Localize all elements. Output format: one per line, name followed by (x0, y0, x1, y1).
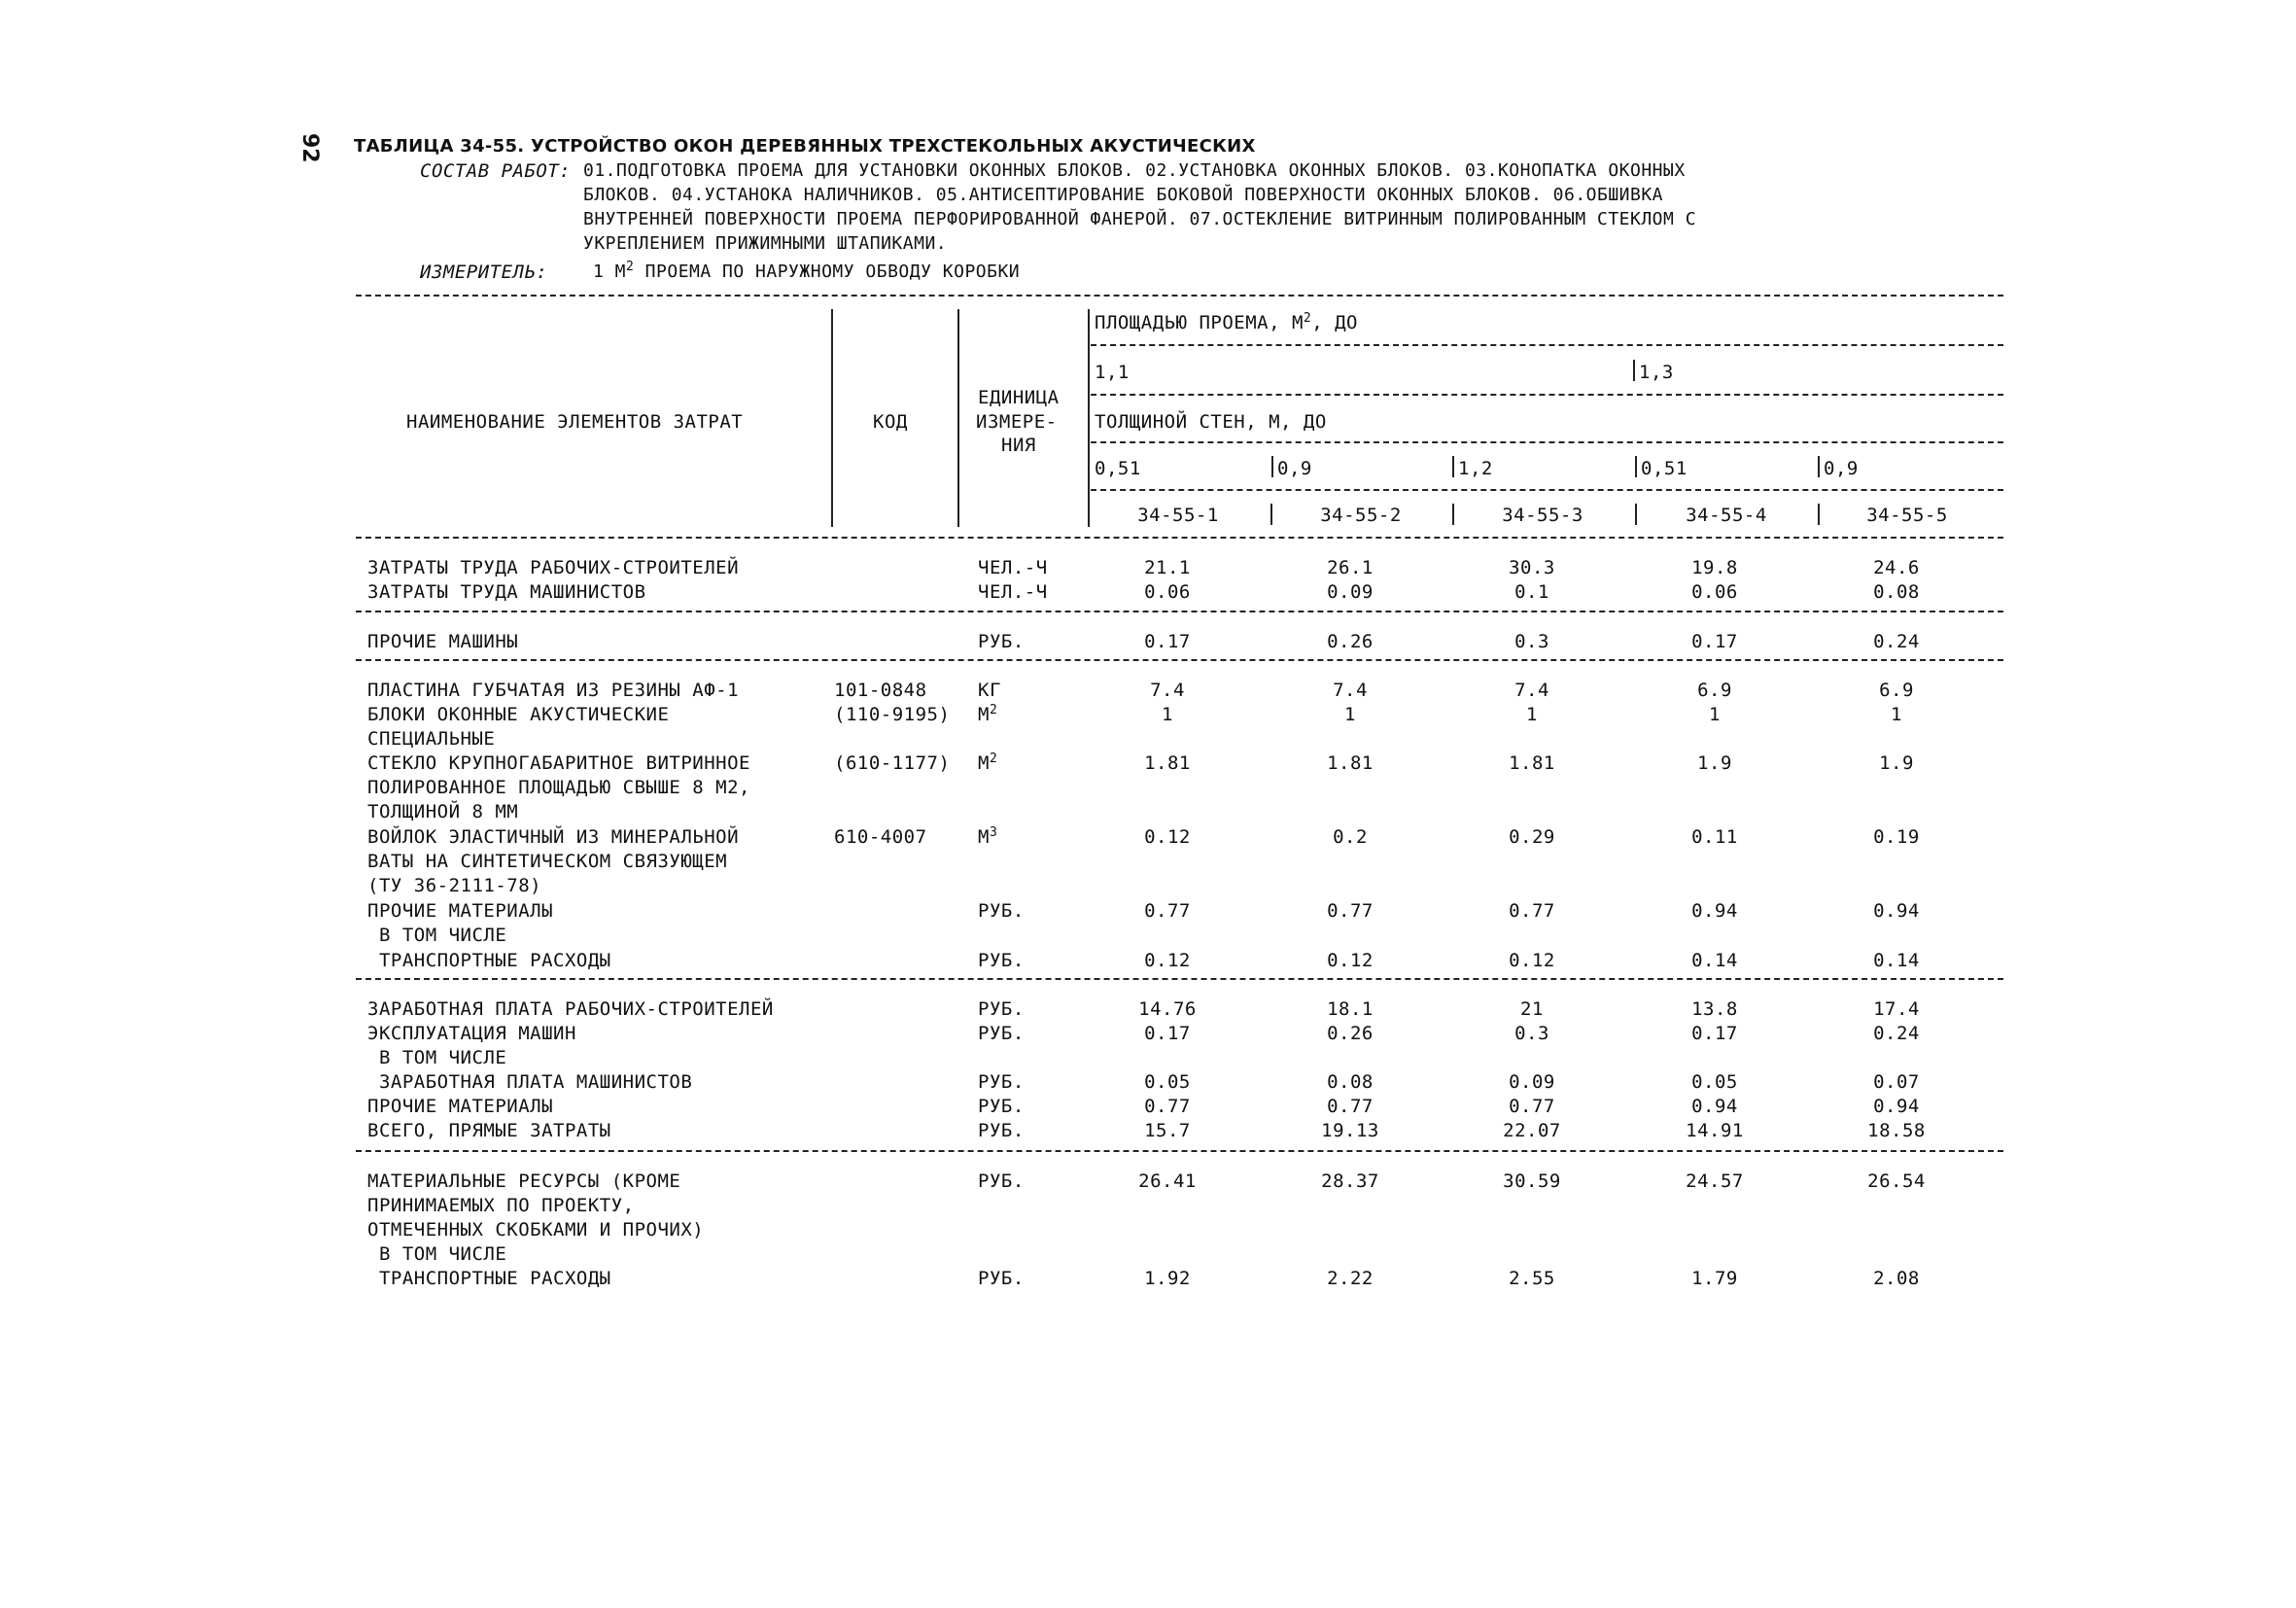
row-value: 0.12 (1144, 950, 1191, 971)
row-value: 0.07 (1873, 1071, 1920, 1093)
thickness-4: 0,51 (1641, 458, 1687, 479)
row-value: 17.4 (1873, 998, 1920, 1020)
row-value: 28.37 (1321, 1171, 1379, 1192)
header-bar-1 (831, 309, 833, 527)
row-unit: $М^2$ (978, 703, 998, 725)
row-value: 1 (1344, 704, 1356, 725)
row-value: 0.94 (1873, 900, 1920, 922)
row-value: 0.17 (1691, 1023, 1738, 1044)
row-name: ПЛАСТИНА ГУБЧАТАЯ ИЗ РЕЗИНЫ АФ-1 (367, 680, 740, 701)
row-value: 0.77 (1327, 900, 1374, 922)
row-value: 0.14 (1691, 950, 1738, 971)
row-value: 1.92 (1144, 1268, 1191, 1289)
code-bar-5 (1818, 504, 1820, 525)
composition-line-2: БЛОКОВ. 04.УСТАНОКА НАЛИЧНИКОВ. 05.АНТИСЕПТИРОВАНИЕ БОКОВОЙ ПОВЕРХНОСТИ ОКОННЫХ БЛОКОВ. 06.ОБШИВКА (583, 185, 1664, 205)
thickness-bar-5 (1818, 456, 1820, 477)
area-2-bar (1633, 360, 1635, 381)
row-value: 6.9 (1697, 680, 1732, 701)
row-unit: ЧЕЛ.-Ч (978, 581, 1048, 603)
header-bar-3 (1088, 309, 1090, 527)
row-name: ТРАНСПОРТНЫЕ РАСХОДЫ (367, 1268, 611, 1289)
row-value: 0.26 (1327, 631, 1374, 652)
row-unit: РУБ. (978, 998, 1025, 1020)
row-value: 0.12 (1509, 950, 1555, 971)
code-bar-3 (1452, 504, 1454, 525)
row-name: ВОЙЛОК ЭЛАСТИЧНЫЙ ИЗ МИНЕРАЛЬНОЙ (367, 826, 740, 848)
row-name: ВАТЫ НА СИНТЕТИЧЕСКОМ СВЯЗУЮЩЕМ (367, 851, 728, 872)
row-code: (110-9195) (834, 704, 951, 725)
row-unit: РУБ. (978, 1023, 1025, 1044)
row-value: 26.41 (1138, 1171, 1197, 1192)
row-name: СТЕКЛО КРУПНОГАБАРИТНОЕ ВИТРИННОЕ (367, 752, 750, 774)
row-value: 0.08 (1873, 581, 1920, 603)
row-value: 18.1 (1327, 998, 1374, 1020)
row-name: ПОЛИРОВАННОЕ ПЛОЩАДЬЮ СВЫШЕ 8 М2, (367, 777, 750, 798)
header-thickness-label: ТОЛЩИНОЙ СТЕН, М, ДО (1095, 411, 1327, 433)
composition-line-4: УКРЕПЛЕНИЕМ ПРИЖИМНЫМИ ШТАПИКАМИ. (583, 233, 948, 254)
rule-h4 (1091, 489, 2003, 491)
thickness-2: 0,9 (1277, 458, 1312, 479)
rule-h3 (1091, 441, 2003, 443)
row-value: 0.05 (1144, 1071, 1191, 1093)
row-value: 1.81 (1509, 752, 1555, 774)
row-value: 0.77 (1144, 900, 1191, 922)
measure-label: ИЗМЕРИТЕЛЬ: (420, 262, 548, 283)
row-name: ЗАТРАТЫ ТРУДА МАШИНИСТОВ (367, 581, 646, 603)
row-value: 2.55 (1509, 1268, 1555, 1289)
row-name: В ТОМ ЧИСЛЕ (367, 925, 507, 946)
row-value: 1.81 (1144, 752, 1191, 774)
section-rule (356, 659, 2003, 661)
row-code: 101-0848 (834, 680, 927, 701)
thickness-3: 1,2 (1458, 458, 1493, 479)
row-value: 0.77 (1144, 1096, 1191, 1117)
thickness-bar-2 (1271, 456, 1273, 477)
row-value: 18.58 (1867, 1120, 1926, 1141)
row-unit: РУБ. (978, 631, 1025, 652)
row-name: ТОЛЩИНОЙ 8 ММ (367, 801, 519, 822)
section-rule (356, 611, 2003, 612)
row-value: 0.06 (1691, 581, 1738, 603)
row-value: 1.81 (1327, 752, 1374, 774)
row-value: 14.76 (1138, 998, 1197, 1020)
row-name: ПРОЧИЕ МАТЕРИАЛЫ (367, 900, 554, 922)
row-value: 30.3 (1509, 557, 1555, 578)
header-bar-2 (957, 309, 959, 527)
row-value: 14.91 (1686, 1120, 1744, 1141)
header-code-col: КОД (873, 411, 908, 433)
row-value: 0.94 (1691, 1096, 1738, 1117)
row-value: 19.8 (1691, 557, 1738, 578)
row-value: 0.09 (1327, 581, 1374, 603)
row-value: 0.94 (1873, 1096, 1920, 1117)
row-unit: РУБ. (978, 1171, 1025, 1192)
row-value: 0.2 (1333, 826, 1368, 848)
row-value: 0.94 (1691, 900, 1738, 922)
row-code: (610-1177) (834, 752, 951, 774)
measure-value: 1 $М^2$ ПРОЕМА ПО НАРУЖНОМУ ОБВОДУ КОРОБКИ (593, 260, 1021, 282)
row-value: 1 (1526, 704, 1538, 725)
row-unit: РУБ. (978, 900, 1025, 922)
row-unit: $М^2$ (978, 752, 998, 774)
row-name: В ТОМ ЧИСЛЕ (367, 1243, 507, 1265)
code-bar-2 (1270, 504, 1272, 525)
row-value: 22.07 (1503, 1120, 1561, 1141)
row-name: ВСЕГО, ПРЯМЫЕ ЗАТРАТЫ (367, 1120, 611, 1141)
thickness-bar-4 (1635, 456, 1637, 477)
row-value: 0.3 (1514, 631, 1549, 652)
row-value: 0.1 (1514, 581, 1549, 603)
row-value: 0.06 (1144, 581, 1191, 603)
row-name: В ТОМ ЧИСЛЕ (367, 1047, 507, 1068)
row-value: 0.77 (1509, 1096, 1555, 1117)
row-value: 7.4 (1150, 680, 1185, 701)
row-unit: ЧЕЛ.-Ч (978, 557, 1048, 578)
row-unit: КГ (978, 680, 1001, 701)
column-code-3: 34-55-3 (1502, 505, 1583, 526)
row-value: 26.54 (1867, 1171, 1926, 1192)
composition-line-3: ВНУТРЕННЕЙ ПОВЕРХНОСТИ ПРОЕМА ПЕРФОРИРОВАННОЙ ФАНЕРОЙ. 07.ОСТЕКЛЕНИЕ ВИТРИННЫМ ПОЛИРОВАННЫМ СТЕКЛОМ С (583, 209, 1697, 229)
row-value: 0.14 (1873, 950, 1920, 971)
row-value: 0.09 (1509, 1071, 1555, 1093)
row-unit: РУБ. (978, 1268, 1025, 1289)
rule-top (356, 295, 2003, 297)
code-bar-4 (1635, 504, 1637, 525)
header-unit-1: ЕДИНИЦА (978, 387, 1060, 408)
column-code-1: 34-55-1 (1137, 505, 1219, 526)
row-value: 7.4 (1333, 680, 1368, 701)
row-value: 1.9 (1697, 752, 1732, 774)
section-rule (356, 1150, 2003, 1152)
row-value: 26.1 (1327, 557, 1374, 578)
row-value: 19.13 (1321, 1120, 1379, 1141)
row-value: 0.17 (1691, 631, 1738, 652)
row-value: 7.4 (1514, 680, 1549, 701)
rule-h2 (1091, 394, 2003, 396)
row-value: 1 (1162, 704, 1173, 725)
header-unit-2: ИЗМЕРЕ- (976, 411, 1058, 433)
row-value: 15.7 (1144, 1120, 1191, 1141)
rule-header-bottom (356, 537, 2003, 539)
rule-h1 (1091, 344, 2003, 346)
row-value: 0.77 (1327, 1096, 1374, 1117)
row-unit: РУБ. (978, 1120, 1025, 1141)
row-value: 21.1 (1144, 557, 1191, 578)
row-value: 30.59 (1503, 1171, 1561, 1192)
column-code-5: 34-55-5 (1866, 505, 1948, 526)
row-value: 0.3 (1514, 1023, 1549, 1044)
row-value: 24.57 (1686, 1171, 1744, 1192)
row-value: 0.12 (1327, 950, 1374, 971)
row-name: ПРОЧИЕ МАШИНЫ (367, 631, 519, 652)
row-value: 0.11 (1691, 826, 1738, 848)
row-code: 610-4007 (834, 826, 927, 848)
row-name: ЭКСПЛУАТАЦИЯ МАШИН (367, 1023, 576, 1044)
page-number: 92 (297, 133, 322, 163)
row-name: ТРАНСПОРТНЫЕ РАСХОДЫ (367, 950, 611, 971)
header-area-2: 1,3 (1639, 362, 1674, 383)
row-value: 0.24 (1873, 1023, 1920, 1044)
row-value: 0.24 (1873, 631, 1920, 652)
row-value: 0.77 (1509, 900, 1555, 922)
header-area-1: 1,1 (1095, 362, 1130, 383)
row-value: 2.08 (1873, 1268, 1920, 1289)
row-value: 1 (1891, 704, 1902, 725)
row-name: ПРИНИМАЕМЫХ ПО ПРОЕКТУ, (367, 1195, 635, 1216)
thickness-1: 0,51 (1095, 458, 1141, 479)
row-name: ЗАТРАТЫ ТРУДА РАБОЧИХ-СТРОИТЕЛЕЙ (367, 557, 740, 578)
row-name: ЗАРАБОТНАЯ ПЛАТА РАБОЧИХ-СТРОИТЕЛЕЙ (367, 998, 774, 1020)
column-code-4: 34-55-4 (1686, 505, 1767, 526)
row-value: 0.29 (1509, 826, 1555, 848)
thickness-5: 0,9 (1824, 458, 1859, 479)
header-unit-3: НИЯ (1001, 435, 1036, 456)
column-code-2: 34-55-2 (1320, 505, 1402, 526)
row-value: 0.12 (1144, 826, 1191, 848)
row-name: ЗАРАБОТНАЯ ПЛАТА МАШИНИСТОВ (367, 1071, 693, 1093)
row-value: 0.26 (1327, 1023, 1374, 1044)
row-value: 0.17 (1144, 1023, 1191, 1044)
row-value: 1.9 (1879, 752, 1914, 774)
header-area-label: ПЛОЩАДЬЮ ПРОЕМА, $М^2$, ДО (1095, 311, 1358, 333)
row-value: 0.08 (1327, 1071, 1374, 1093)
row-value: 13.8 (1691, 998, 1738, 1020)
row-value: 0.17 (1144, 631, 1191, 652)
composition-label: СОСТАВ РАБОТ: (420, 160, 572, 182)
composition-line-1: 01.ПОДГОТОВКА ПРОЕМА ДЛЯ УСТАНОВКИ ОКОННЫХ БЛОКОВ. 02.УСТАНОВКА ОКОННЫХ БЛОКОВ. 03.КОНОПАТКА ОКОННЫХ (583, 160, 1686, 181)
row-unit: РУБ. (978, 1096, 1025, 1117)
row-unit: РУБ. (978, 1071, 1025, 1093)
row-name: СПЕЦИАЛЬНЫЕ (367, 728, 496, 750)
header-name-col: НАИМЕНОВАНИЕ ЭЛЕМЕНТОВ ЗАТРАТ (406, 411, 744, 433)
thickness-bar-3 (1452, 456, 1454, 477)
row-name: ПРОЧИЕ МАТЕРИАЛЫ (367, 1096, 554, 1117)
section-rule (356, 978, 2003, 980)
row-value: 6.9 (1879, 680, 1914, 701)
row-unit: РУБ. (978, 950, 1025, 971)
row-value: 1 (1709, 704, 1721, 725)
row-value: 0.19 (1873, 826, 1920, 848)
row-value: 1.79 (1691, 1268, 1738, 1289)
row-name: МАТЕРИАЛЬНЫЕ РЕСУРСЫ (КРОМЕ (367, 1171, 681, 1192)
table-title: ТАБЛИЦА 34-55. УСТРОЙСТВО ОКОН ДЕРЕВЯННЫХ ТРЕХСТЕКОЛЬНЫХ АКУСТИЧЕСКИХ (354, 136, 1256, 157)
row-value: 24.6 (1873, 557, 1920, 578)
row-name: БЛОКИ ОКОННЫЕ АКУСТИЧЕСКИЕ (367, 704, 670, 725)
row-name: ОТМЕЧЕННЫХ СКОБКАМИ И ПРОЧИХ) (367, 1219, 705, 1241)
row-value: 21 (1520, 998, 1544, 1020)
row-name: (ТУ 36-2111-78) (367, 875, 542, 896)
row-value: 0.05 (1691, 1071, 1738, 1093)
row-value: 2.22 (1327, 1268, 1374, 1289)
row-unit: $М^3$ (978, 825, 998, 848)
